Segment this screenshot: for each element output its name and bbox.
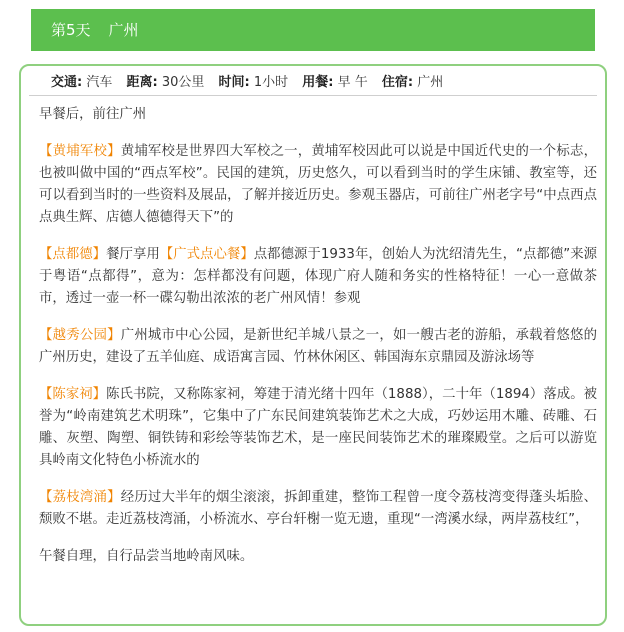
attraction-tag: 【陈家祠】 xyxy=(39,387,107,402)
attraction-tag: 【越秀公园】 xyxy=(39,328,121,343)
section-text: 经历过大半年的烟尘滚滚，拆卸重建，整饰工程曾一度令荔枝湾变得蓬头垢脸、颓败不堪。走近荔枝湾涌，小桥流水、亭台轩榭一览无遗，重现“一湾溪水绿，两岸荔枝红”， xyxy=(39,490,598,527)
meal-tag: 【广式点心餐】 xyxy=(159,247,254,262)
itinerary-content xyxy=(39,104,597,583)
section-text: 黄埔军校是世界四大军校之一，黄埔军校因此可以说是中国近代史的一个标志，也被叫做中国的“西点军校”。民国的建筑，历史悠久，可以看到当时的学生床铺、教室等，还可以看到当时的一些资料及展品，了解并接近历史。参观玉器店，可前往广州老字号“中点西点点典生辉、店德人德德得天下”的 xyxy=(39,144,598,225)
section-lizhiwan xyxy=(39,487,597,531)
attraction-tag: 【黄埔军校】 xyxy=(39,144,121,159)
day-number: 第5天 xyxy=(51,21,91,39)
section-text: 餐厅享用 xyxy=(106,247,160,262)
section-chenjiaci xyxy=(39,384,597,472)
attraction-tag: 【荔枝湾涌】 xyxy=(39,490,121,505)
transport-info: 交通: 汽车 xyxy=(51,75,113,90)
itinerary-card xyxy=(19,64,607,626)
day-city: 广州 xyxy=(108,21,139,39)
meals-info: 用餐: 早 午 xyxy=(302,75,368,90)
section-text: 陈氏书院，又称陈家祠，筹建于清光绪十四年（1888），二十年（1894）落成。被誉为“岭南建筑艺术明珠”，它集中了广东民间建筑装饰艺术之大成，巧妙运用木雕、砖雕、石雕、灰塑、陶塑、铜铁铸和彩绘等装饰艺术，是一座民间装饰艺术的璀璨殿堂。之后可以游览具岭南文化特色小桥流水的 xyxy=(39,387,597,468)
section-huangpu xyxy=(39,141,597,229)
section-text: 广州城市中心公园，是新世纪羊城八景之一，如一艘古老的游船，承载着悠悠的广州历史，建设了五羊仙庭、成语寓言园、竹林休闲区、韩国海东京鼎园及游泳场等 xyxy=(39,328,598,365)
distance-info: 距离: 30公里 xyxy=(126,75,205,90)
intro-text: 早餐后，前往广州 xyxy=(39,107,147,122)
trip-info-bar xyxy=(29,70,597,96)
section-text: 点都德源于1933年，创始人为沈绍清先生，“点都德”来源于粤语“点都得”，意为：怎样都没有问题，体现广府人随和务实的性格特征！一心一意做茶市，透过一壶一杯一碟勾勒出浓浓的老广州风情！参观 xyxy=(39,247,598,306)
time-info: 时间: 1小时 xyxy=(218,75,289,90)
section-diandude xyxy=(39,244,597,310)
stay-info: 住宿: 广州 xyxy=(381,75,444,90)
attraction-tag: 【点都德】 xyxy=(39,247,107,262)
section-yuexiu xyxy=(39,325,597,369)
outro-text: 午餐自理，自行品尝当地岭南风味。 xyxy=(39,549,254,564)
day-header xyxy=(31,9,595,51)
